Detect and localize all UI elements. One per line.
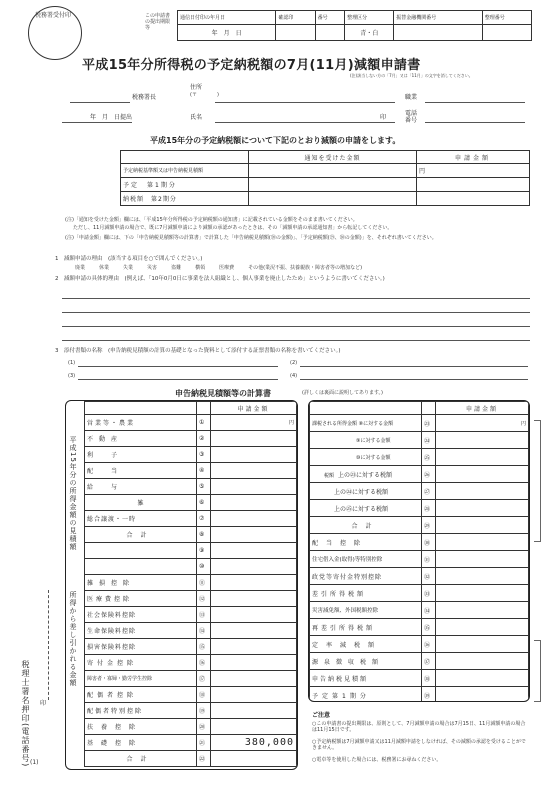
note-3: (注)「申請金額」欄には、下の「申告納税見積額等の計算書」で計算した「申告納税見積額(⑳の金額)」、「予定納税額(㉙、㉚の金額)」を、それぞれ書いてください。 — [65, 235, 437, 241]
left-row-22-no: ㉒ — [197, 751, 211, 767]
left-row-3-label: 利子 — [85, 447, 197, 463]
left-row-18-label: 配偶者控除 — [85, 687, 197, 703]
left-row-16-label: 寄付金控除 — [85, 655, 197, 671]
calc-left-table — [84, 401, 297, 767]
left-row-15-label: 損害保険料控除 — [85, 639, 197, 655]
item3-title: 3 添付書類の名称 (申告納税見積額の計算の基礎となった資料として添付する証票書類の名称を書いてください。) — [55, 348, 341, 354]
left-row-3-value[interactable] — [211, 447, 297, 463]
left-row-7-no: ⑦ — [197, 511, 211, 527]
left-row-14-value[interactable] — [211, 623, 297, 639]
tax-row-2-no: ㉗ — [422, 483, 436, 500]
reason-line-4[interactable] — [62, 328, 530, 341]
tax-accountant-seal: 印 — [40, 700, 47, 707]
row-first-requested[interactable] — [417, 178, 530, 192]
left-row-6-no: ⑥ — [197, 495, 211, 511]
page-title: 平成15年分所得税の予定納税額の7月(11月)減額申請書 — [82, 58, 421, 73]
right-row-2-no: ㉛ — [422, 551, 436, 568]
header-requested-amount: 申請金額 — [417, 151, 530, 164]
tax-accountant-label: 税理士署名押印(電話番号) — [21, 660, 30, 768]
tax-row-1-no: ㉖ — [422, 466, 436, 483]
header-left-note: この申請書の提出期限等 — [145, 13, 171, 31]
address-field[interactable] — [215, 92, 395, 103]
bottom-note-1: ○この申請書の提出期限は、原則として、7月減額申請の場合は7月15日、11月減額申請の場合は11月15日です。 — [312, 721, 526, 733]
left-row-22-value[interactable] — [211, 751, 297, 767]
stamp-label: 税務署受付印 — [35, 12, 72, 19]
left-row-1-value[interactable] — [211, 415, 297, 431]
header-notified-amount: 通知を受けた金額 — [249, 151, 417, 164]
left-row-12-label: 医療費控除 — [85, 591, 197, 607]
row-first-notified[interactable] — [249, 178, 417, 192]
right-row-1-label: 配当控除 — [310, 534, 422, 551]
right-row-4-label: 差引所得税額 — [310, 585, 422, 602]
row-first-label: 予定 第1期分 — [121, 178, 249, 192]
bottom-note-3: ○電卓等を使用した場合には、税務署にお尋ねください。 — [312, 757, 442, 763]
left-row-20-value[interactable] — [211, 719, 297, 735]
right-row-6-value[interactable] — [436, 619, 529, 636]
reason-line-1[interactable] — [62, 286, 530, 299]
left-row-6-label: 雑 — [85, 495, 197, 511]
right-row-7-no: ㊱ — [422, 636, 436, 653]
right-row-5-label: 災害減免額、外国税額控除 — [310, 602, 422, 619]
left-row-8-value[interactable] — [211, 527, 297, 543]
date-label: 年 月 日提出 — [90, 114, 133, 121]
left-row-13-label: 社会保険料控除 — [85, 607, 197, 623]
left-row-16-value[interactable] — [211, 655, 297, 671]
left-row-4-label: 配当 — [85, 463, 197, 479]
note-2: ただし、11月減額申請の場合で、既に7月減額申請により減額の承認があったときは、その「減額申請の承認通知書」から転記してください。 — [73, 225, 393, 231]
left-row-19-value[interactable] — [211, 703, 297, 719]
left-margin-line — [48, 590, 50, 700]
left-row-10-no: ⑩ — [197, 559, 211, 575]
unit-yen: 円 — [419, 168, 426, 175]
left-row-8-label: 合計 — [85, 527, 197, 543]
header-class[interactable]: 青・白 — [345, 25, 394, 41]
left-row-19-no: ⑲ — [197, 703, 211, 719]
right-row-10-label: 予定第1期分 — [310, 687, 422, 703]
left-row-9-label[interactable] — [85, 543, 197, 559]
item1-options — [75, 266, 362, 272]
right-row-9-label: 申告納税見積額 — [310, 670, 422, 687]
tax-vertical-label: 税額 — [324, 472, 335, 479]
left-row-15-value[interactable] — [211, 639, 297, 655]
row-base-label: 予定納税基準額又は申告納税見積額 — [121, 164, 249, 178]
left-row-3-no: ③ — [197, 447, 211, 463]
reason-line-3[interactable] — [62, 314, 530, 327]
header-cell-3: 整理区分 — [345, 11, 394, 25]
title-note: (注)該当しない方の「7月」又は「11月」の文字を消してください。 — [350, 73, 473, 78]
seal-mark: 印 — [380, 114, 387, 121]
left-row-17-label: 障害者・寡婦・勤労学生控除 — [85, 671, 197, 687]
right-row-7-label: 定率減税額 — [310, 636, 422, 653]
option-7[interactable]: その他(業況不振、扶養親族・障害者等の増加など) — [248, 265, 363, 271]
left-row-2-label: 不動産 — [85, 431, 197, 447]
right-row-8-label: 源泉徴収税額 — [310, 653, 422, 670]
business-label: 職業 — [405, 94, 418, 101]
calc-title: 申告納税見積額等の計算書 — [175, 389, 271, 398]
right-row-5-no: ㉞ — [422, 602, 436, 619]
tax-row-1-text: 上の㉓に対する税額 — [338, 471, 393, 479]
option-0[interactable]: 廃業 — [75, 265, 86, 271]
left-row-2-value[interactable] — [211, 431, 297, 447]
right-row-6-label: 再差引所得税額 — [310, 619, 422, 636]
attach-mark-3: (3) — [68, 373, 76, 379]
calc-right-table — [309, 401, 529, 702]
right-row-3-value[interactable] — [436, 568, 529, 585]
left-row-1-label: 営業等・農業 — [85, 415, 197, 431]
right-row-9-value[interactable] — [436, 670, 529, 687]
left-row-5-no: ⑤ — [197, 479, 211, 495]
left-row-16-no: ⑯ — [197, 655, 211, 671]
attach-line-1[interactable] — [78, 357, 278, 367]
left-row-13-no: ⑬ — [197, 607, 211, 623]
reason-line-2[interactable] — [62, 300, 530, 313]
tax-row-1-value[interactable] — [436, 466, 529, 483]
right-bracket-2 — [534, 640, 541, 702]
left-amount-header: 申請金額 — [211, 402, 297, 415]
left-row-14-no: ⑭ — [197, 623, 211, 639]
right-row-9-no: ㊳ — [422, 670, 436, 687]
bottom-note-2: ○予定納税額は7月減額申請又は11月減額申請をしなければ、その減額の承認を受けることができません。 — [312, 739, 526, 751]
left-row-5-value[interactable] — [211, 479, 297, 495]
right-row-10-no: ㊴ — [422, 687, 436, 703]
tax-row-2-label: 上の㉔に対する税額 — [310, 483, 422, 500]
left-row-15-no: ⑮ — [197, 639, 211, 655]
right-row-4-no: ㉝ — [422, 585, 436, 602]
right-top-1-no: ㉓ — [422, 415, 436, 432]
left-row-18-value[interactable] — [211, 687, 297, 703]
reception-stamp — [28, 6, 82, 60]
tax-row-3-value[interactable] — [436, 500, 529, 517]
left-row-20-no: ⑳ — [197, 719, 211, 735]
reduction-amount-table — [120, 150, 530, 206]
right-amount-header: 申請金額 — [436, 402, 529, 415]
office-suffix: 税務署長 — [132, 94, 157, 101]
left-row-19-label: 配偶者特別控除 — [85, 703, 197, 719]
header-cell-0: 通信日付印の年月日 — [178, 11, 276, 25]
right-row-2-value[interactable] — [436, 551, 529, 568]
right-row-2-label: 住宅借入金(取得)等特別控除 — [310, 551, 422, 568]
taxable-income-label: 課税される所得金額 — [312, 420, 358, 427]
left-row-17-value[interactable] — [211, 671, 297, 687]
right-row-4-value[interactable] — [436, 585, 529, 602]
page-number: (1) — [30, 759, 39, 766]
tax-row-4-label: 合計 — [310, 517, 422, 534]
phone-field[interactable] — [425, 112, 525, 123]
attach-line-4[interactable] — [300, 370, 528, 380]
tax-row-4-no: ㉙ — [422, 517, 436, 534]
row-base-requested[interactable] — [417, 164, 530, 178]
item2-title: 2 減額申請の具体的理由 (例えば、「10年0月0日に事業を法人組織とし、個人事業を廃止したため」というように書いてください。) — [55, 276, 385, 282]
right-row-1-no: ㉚ — [422, 534, 436, 551]
left-row-11-value[interactable] — [211, 575, 297, 591]
left-row-13-value[interactable] — [211, 607, 297, 623]
left-row-10-value[interactable] — [211, 559, 297, 575]
left-row-2-no: ② — [197, 431, 211, 447]
left-row-9-no: ⑨ — [197, 543, 211, 559]
address-label: 住所 — [190, 84, 203, 91]
right-top-1-label: ⑧に対する金額 — [358, 420, 394, 427]
left-row-14-label: 生命保険料控除 — [85, 623, 197, 639]
header-info-table — [177, 10, 532, 41]
option-4[interactable]: 盗難 — [171, 265, 182, 271]
row-second-notified[interactable] — [249, 192, 417, 206]
row-second-label: 納税額 第2期分 — [121, 192, 249, 206]
left-row-5-label: 給与 — [85, 479, 197, 495]
header-date[interactable]: 年 月 日 — [178, 25, 276, 41]
tax-row-1-label — [310, 466, 422, 483]
right-top-3-label: ⑩に対する金額 — [310, 449, 422, 466]
left-row-7-value[interactable] — [211, 511, 297, 527]
calc-title-note: (詳しくは裏面に説明してあります。) — [302, 390, 384, 396]
right-top-3-no: ㉕ — [422, 449, 436, 466]
left-row-12-no: ⑫ — [197, 591, 211, 607]
option-6[interactable]: 医療費 — [219, 265, 235, 271]
attach-line-2[interactable] — [300, 357, 528, 367]
left-row-11-no: ⑪ — [197, 575, 211, 591]
tax-row-3-no: ㉘ — [422, 500, 436, 517]
bottom-note-title: ご注意 — [312, 712, 331, 719]
name-field[interactable] — [215, 112, 395, 123]
left-row-1-no: ① — [197, 415, 211, 431]
phone-label: 電話番号 — [405, 110, 418, 125]
calc-right-block — [308, 400, 530, 702]
right-bracket-1 — [534, 420, 541, 542]
header-cell-5: 整理番号 — [482, 11, 531, 25]
option-3[interactable]: 災害 — [147, 265, 158, 271]
left-row-17-no: ⑰ — [197, 671, 211, 687]
left-row-12-value[interactable] — [211, 591, 297, 607]
header-cell-2: 番号 — [315, 11, 345, 25]
attach-mark-4: (4) — [290, 373, 298, 379]
tax-row-2-value[interactable] — [436, 483, 529, 500]
left-row-21-no: ㉑ — [197, 735, 211, 751]
right-top-3-value[interactable] — [436, 449, 529, 466]
header-cell-4: 振替金融機関番号 — [394, 11, 482, 25]
header-cell-1: 確認印 — [276, 11, 315, 25]
right-row-8-value[interactable] — [436, 653, 529, 670]
tax-row-3-label: 上の㉕に対する税額 — [310, 500, 422, 517]
left-row-22-label: 合計 — [85, 751, 197, 767]
right-row-1-value[interactable] — [436, 534, 529, 551]
option-2[interactable]: 失業 — [123, 265, 134, 271]
tax-row-4-value[interactable] — [436, 517, 529, 534]
basic-deduction-value[interactable]: 380,000 — [211, 735, 297, 751]
right-row-5-value[interactable] — [436, 602, 529, 619]
note-1: (注)「通知を受けた金額」欄には、「平成15年分所得税の予定納税額の通知書」に記載されている金額をそのまま書いてください。 — [65, 217, 358, 223]
right-row-10-value[interactable] — [436, 687, 529, 703]
income-vertical-label: 平成15年分の所得金額の見積額 — [69, 436, 77, 551]
left-row-6-value[interactable] — [211, 495, 297, 511]
option-5[interactable]: 横領 — [195, 265, 206, 271]
right-row-6-no: ㉟ — [422, 619, 436, 636]
right-top-row-1 — [310, 415, 422, 432]
right-top-1-value[interactable] — [436, 415, 529, 432]
right-top-2-value[interactable] — [436, 432, 529, 449]
address-sub: (〒 ) — [190, 92, 219, 98]
row-base-notified[interactable] — [249, 164, 417, 178]
option-1[interactable]: 休業 — [99, 265, 110, 271]
right-row-7-value[interactable] — [436, 636, 529, 653]
left-row-7-label: 総合譲渡・一時 — [85, 511, 197, 527]
left-unit: 円 — [288, 420, 294, 426]
left-row-9-value[interactable] — [211, 543, 297, 559]
name-label: 氏名 — [190, 114, 203, 121]
right-row-3-label: 政党等寄付金特別控除 — [310, 568, 422, 585]
attach-line-3[interactable] — [78, 370, 278, 380]
right-top-2-no: ㉔ — [422, 432, 436, 449]
attach-mark-1: (1) — [68, 360, 76, 366]
left-row-20-label: 扶養控除 — [85, 719, 197, 735]
calc-left-block — [65, 400, 298, 770]
left-row-4-value[interactable] — [211, 463, 297, 479]
right-row-8-no: ㊲ — [422, 653, 436, 670]
section-heading: 平成15年分の予定納税額について下記のとおり減額の申請をします。 — [150, 136, 401, 145]
attach-mark-2: (2) — [290, 360, 298, 366]
right-row-3-no: ㉜ — [422, 568, 436, 585]
item1-title: 1 減額申請の理由 (該当する項目を○で囲んでください。) — [55, 256, 203, 262]
left-row-4-no: ④ — [197, 463, 211, 479]
right-top-2-label: ⑨に対する金額 — [310, 432, 422, 449]
office-line[interactable] — [70, 92, 130, 103]
left-row-11-label: 雑損控除 — [85, 575, 197, 591]
business-field[interactable] — [425, 92, 525, 103]
left-row-21-label: 基礎控除 — [85, 735, 197, 751]
row-second-requested[interactable] — [417, 192, 530, 206]
deduction-vertical-label: 所得から差し引かれる金額 — [69, 591, 77, 687]
right-unit: 円 — [520, 420, 526, 427]
left-row-10-label[interactable] — [85, 559, 197, 575]
left-row-8-no: ⑧ — [197, 527, 211, 543]
left-row-18-no: ⑱ — [197, 687, 211, 703]
